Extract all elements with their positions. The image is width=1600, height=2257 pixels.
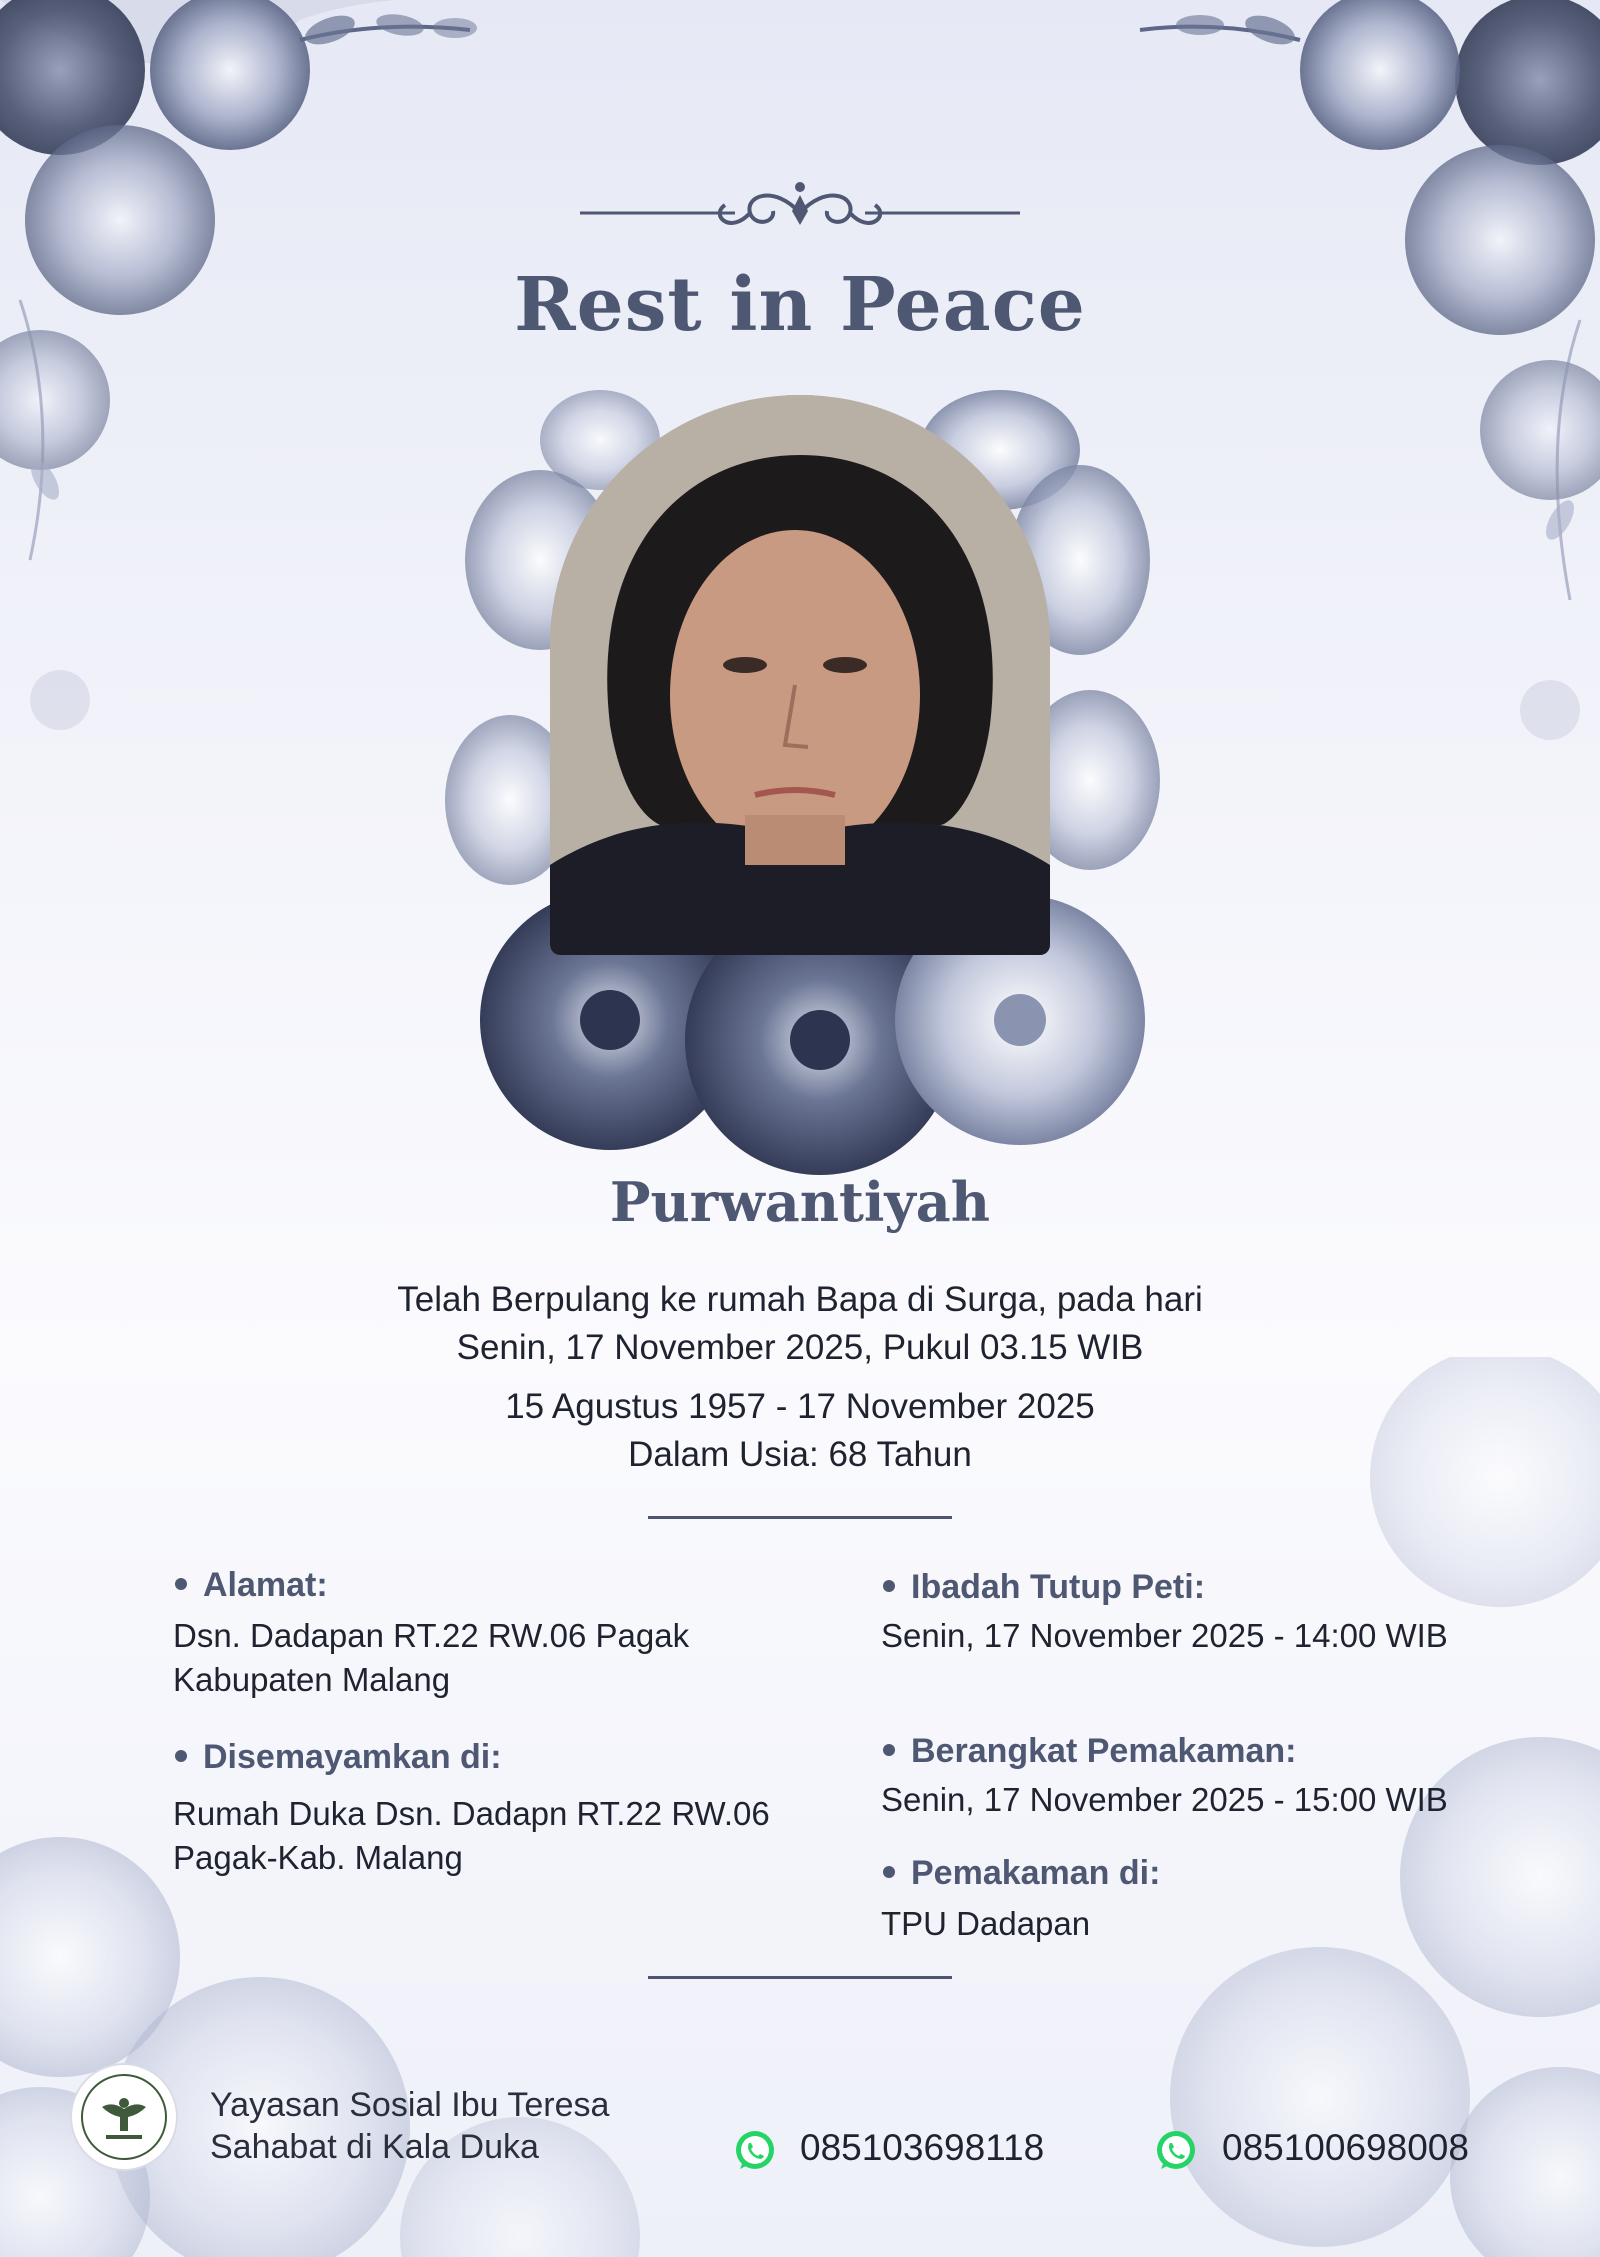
announcement-line-1: Telah Berpulang ke rumah Bapa di Surga, pada hari <box>397 1280 1203 1319</box>
portrait-frame <box>440 360 1160 1180</box>
bullet-icon <box>883 1866 895 1878</box>
announcement-line-2: Senin, 17 November 2025, Pukul 03.15 WIB <box>456 1328 1144 1367</box>
life-dates: 15 Agustus 1957 - 17 November 2025 <box>505 1387 1095 1426</box>
pemakaman-value: TPU Dadapan <box>881 1905 1091 1942</box>
alamat-line-2: Kabupaten Malang <box>173 1661 451 1698</box>
organization-tagline: Sahabat di Kala Duka <box>210 2128 539 2166</box>
bullet-icon <box>175 1750 187 1762</box>
disemayamkan-line-2: Pagak-Kab. Malang <box>173 1839 463 1876</box>
disemayamkan-heading: Disemayamkan di: <box>175 1738 502 1777</box>
page-title: Rest in Peace <box>514 262 1086 348</box>
divider-top <box>648 1516 952 1519</box>
person-photo-icon <box>550 395 1050 955</box>
organization-logo <box>72 2065 176 2169</box>
disemayamkan-line-1: Rumah Duka Dsn. Dadapn RT.22 RW.06 <box>173 1795 770 1832</box>
disemayamkan-value <box>173 1792 770 1880</box>
whatsapp-icon <box>1153 2128 1199 2174</box>
alamat-heading: Alamat: <box>175 1566 328 1605</box>
divider-bottom <box>648 1976 952 1979</box>
portrait-photo <box>550 395 1050 955</box>
organization-name: Yayasan Sosial Ibu Teresa <box>210 2086 610 2124</box>
whatsapp-icon <box>732 2128 778 2174</box>
berangkat-heading: Berangkat Pemakaman: <box>883 1732 1297 1771</box>
bullet-icon <box>883 1580 895 1592</box>
age-text: Dalam Usia: 68 Tahun <box>628 1435 972 1474</box>
berangkat-value: Senin, 17 November 2025 - 15:00 WIB <box>881 1781 1448 1818</box>
bullet-icon <box>883 1744 895 1756</box>
pemakaman-heading: Pemakaman di: <box>883 1854 1160 1893</box>
bullet-icon <box>175 1578 187 1590</box>
tutup-peti-heading: Ibadah Tutup Peti: <box>883 1568 1205 1607</box>
alamat-line-1: Dsn. Dadapan RT.22 RW.06 Pagak <box>173 1617 690 1654</box>
tutup-peti-value: Senin, 17 November 2025 - 14:00 WIB <box>881 1617 1448 1654</box>
eagle-emblem-icon <box>72 2065 176 2169</box>
ornament-divider-icon <box>575 165 1025 255</box>
phone-number-2[interactable]: 085100698008 <box>1222 2127 1469 2168</box>
alamat-value <box>173 1614 689 1702</box>
deceased-name: Purwantiyah <box>609 1170 991 1234</box>
phone-number-1[interactable]: 085103698118 <box>800 2127 1045 2168</box>
